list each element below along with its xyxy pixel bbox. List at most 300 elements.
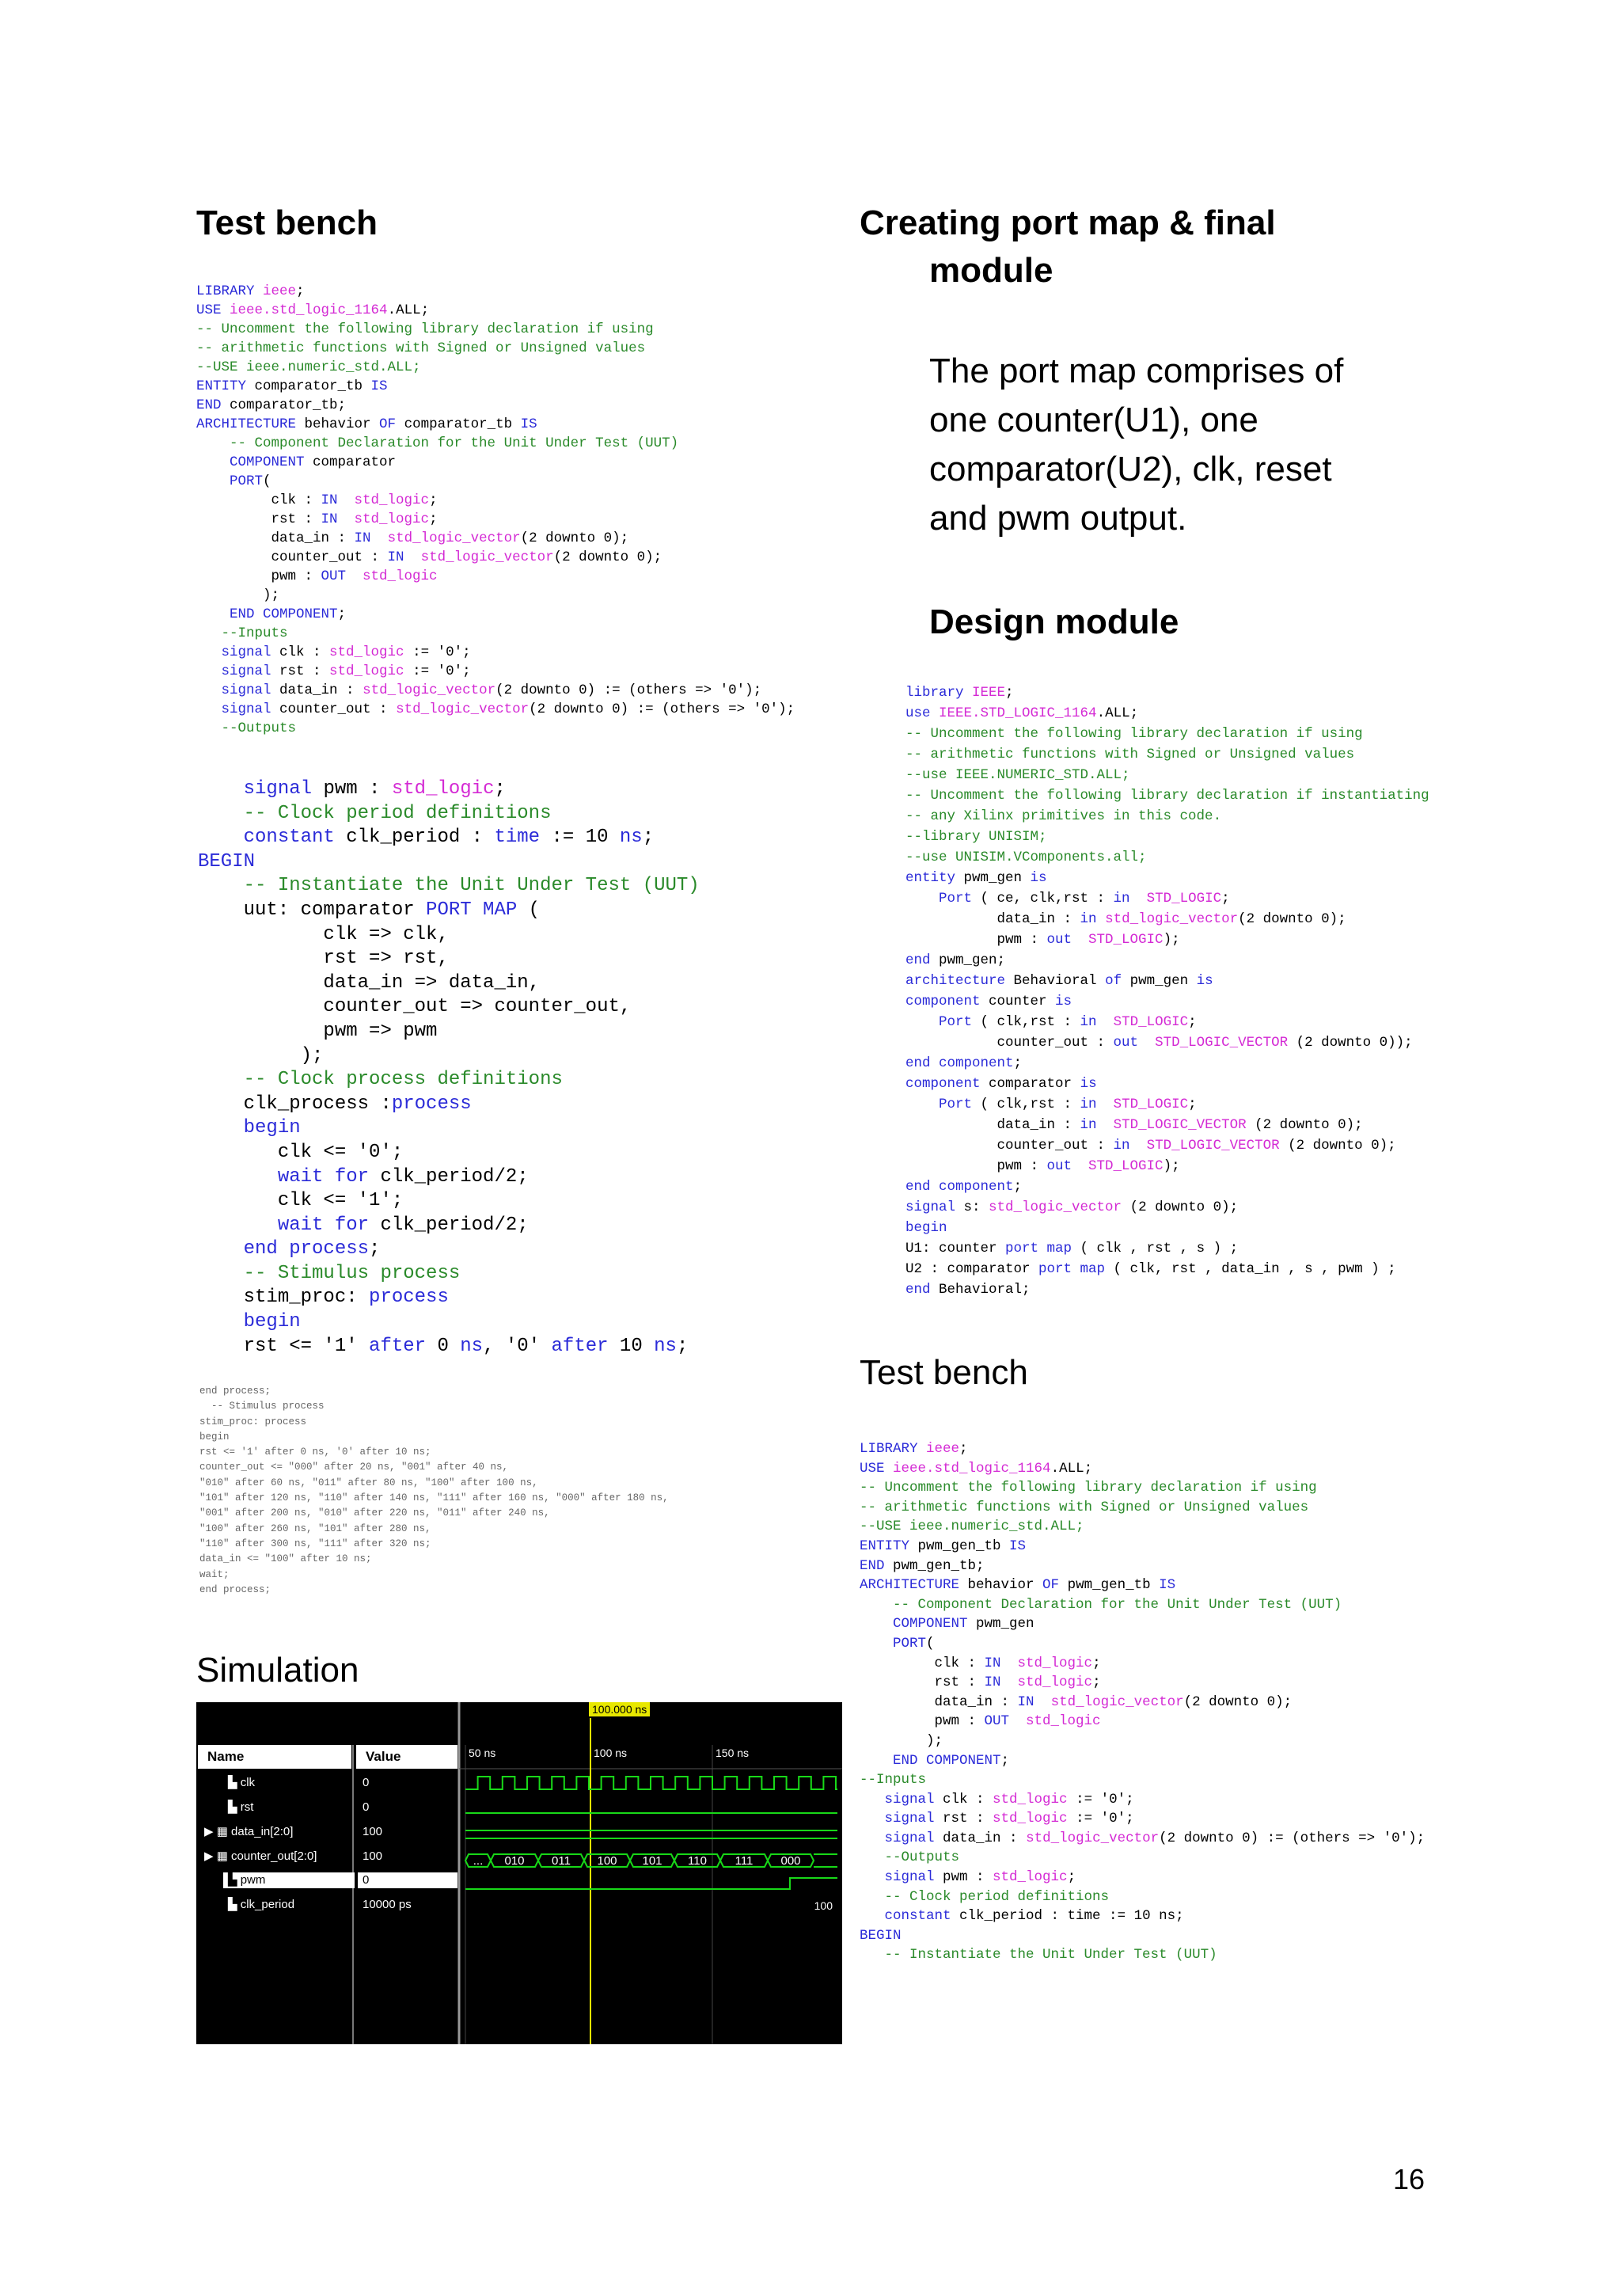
code-token: ns — [460, 1335, 484, 1357]
code-token: -- Instantiate the Unit Under Test (UUT) — [860, 1947, 1217, 1963]
simulation-heading: Simulation — [196, 1651, 359, 1690]
signal-value-clk: 0 — [363, 1776, 370, 1789]
signal-name-clk-period[interactable]: ▙ clk_period — [228, 1898, 295, 1911]
code-token: wait for — [198, 1165, 381, 1188]
code-line — [198, 1214, 700, 1238]
signal-name-data-in[interactable]: ▶ ▦ data_in[2:0] — [204, 1825, 294, 1838]
code-token: IN — [354, 530, 388, 546]
code-token: pwm_gen_tb — [917, 1538, 1010, 1554]
signal-value-pwm: 0 — [358, 1872, 457, 1888]
signal-name-clk[interactable]: ▙ clk — [228, 1776, 256, 1789]
code-line — [196, 510, 795, 529]
code-line — [860, 1557, 1425, 1576]
code-token: ; — [959, 1441, 968, 1457]
code-token: -- Uncomment the following library declaration if instantiating — [905, 788, 1429, 804]
code-token: comparator — [313, 454, 397, 470]
code-token: rst : — [279, 663, 330, 679]
counter-out-label: 101 — [642, 1854, 662, 1868]
code-line — [196, 548, 795, 567]
code-token: out — [1046, 1158, 1089, 1174]
code-token: process — [391, 1093, 472, 1115]
portmap-description — [929, 347, 1343, 543]
code-token: ); — [860, 1732, 943, 1749]
time-tick: 100 ns — [594, 1747, 628, 1759]
code-token: ; — [1092, 1655, 1101, 1671]
code-line — [198, 923, 700, 948]
code-token: ieee.std_logic_1164 — [893, 1460, 1051, 1477]
code-token: IN — [321, 492, 355, 508]
code-token: std_logic — [993, 1791, 1068, 1808]
counter-out-label: 000 — [780, 1854, 801, 1868]
code-token: --use IEEE.NUMERIC_STD.ALL; — [905, 767, 1130, 783]
code-line: end process; — [199, 1386, 271, 1397]
code-token: Port — [905, 1097, 981, 1112]
code-line — [860, 1926, 1425, 1946]
counter-out-label: 010 — [504, 1854, 525, 1868]
code-token: -- Clock period definitions — [198, 802, 552, 824]
testbench-heading: Test bench — [196, 203, 378, 242]
code-line — [860, 1478, 1425, 1498]
code-token: --Inputs — [196, 625, 288, 641]
code-line — [196, 624, 795, 643]
code-line — [198, 1093, 700, 1117]
code-line — [905, 1115, 1429, 1135]
code-token: is — [1196, 973, 1213, 989]
code-token: ; — [1092, 1674, 1101, 1691]
code-token: in — [1113, 1138, 1147, 1154]
code-token: pwm_gen — [976, 1616, 1034, 1633]
code-token: pwm => pwm — [198, 1020, 438, 1042]
code-token: (2 downto 0) := (others => '0'); — [529, 701, 795, 717]
code-token: std_logic — [993, 1869, 1068, 1886]
code-line — [196, 567, 795, 586]
code-line — [860, 1537, 1425, 1557]
code-token: -- arithmetic functions with Signed or Unsigned values — [905, 747, 1355, 762]
code-token: ieee — [926, 1441, 960, 1457]
code-token: ( — [926, 1635, 935, 1652]
code-token: port map — [1005, 1241, 1072, 1256]
code-token: (2 downto 0); — [553, 549, 662, 565]
code-token: --Inputs — [860, 1772, 927, 1789]
counter-out-label: 110 — [688, 1854, 707, 1868]
pwm-waveform — [465, 1878, 837, 1889]
code-token: ; — [369, 1238, 381, 1260]
code-token: std_logic_vector — [1105, 911, 1239, 927]
code-token: -- Uncomment the following library declaration if using — [905, 726, 1363, 742]
code-line — [905, 1279, 1429, 1300]
code-line — [860, 1751, 1425, 1771]
code-line — [198, 1020, 700, 1044]
code-token: (2 downto 0) := (others => '0'); — [1159, 1830, 1425, 1846]
code-token: pwm : — [905, 1158, 1047, 1174]
testbench-code-block-1 — [196, 282, 795, 738]
code-token: std_logic — [329, 663, 404, 679]
code-line — [905, 909, 1429, 929]
code-token: -- arithmetic functions with Signed or Unsigned values — [196, 340, 646, 356]
code-token: ( clk,rst : — [980, 1097, 1080, 1112]
code-line — [196, 700, 795, 719]
code-token: std_logic_vector — [387, 530, 521, 546]
design-module-heading: Design module — [929, 603, 1179, 641]
code-token: data_in : — [860, 1693, 1018, 1710]
code-token: signal — [196, 663, 280, 679]
code-line — [196, 282, 795, 301]
code-token: BEGIN — [198, 850, 256, 872]
code-token: PORT — [860, 1635, 927, 1652]
code-line — [905, 1238, 1429, 1259]
code-token: comparator_tb — [254, 378, 371, 394]
code-token: begin — [905, 1220, 947, 1236]
code-line: wait; — [199, 1568, 230, 1580]
code-token: clk : — [279, 644, 330, 660]
code-token: comparator_tb; — [230, 397, 347, 413]
code-line — [198, 1335, 700, 1359]
code-line — [905, 1218, 1429, 1238]
code-token: -- Instantiate the Unit Under Test (UUT) — [198, 875, 700, 897]
code-line: "100" after 260 ns, "101" after 280 ns, — [199, 1522, 431, 1534]
code-token: -- Uncomment the following library declaration if using — [196, 321, 654, 337]
code-token: IN — [984, 1674, 1018, 1691]
code-token: signal — [860, 1830, 943, 1846]
code-line — [196, 320, 795, 339]
code-token: signal — [196, 644, 280, 660]
code-token: begin — [198, 1311, 301, 1333]
code-line — [860, 1654, 1425, 1674]
code-token: ( clk , rst , s ) ; — [1072, 1241, 1239, 1256]
code-line — [196, 396, 795, 415]
code-line — [196, 472, 795, 491]
code-token: ); — [196, 587, 280, 603]
code-line — [905, 888, 1429, 909]
code-line — [196, 453, 795, 472]
code-token: -- Component Declaration for the Unit Under Test (UUT) — [196, 435, 679, 451]
portmap-heading — [860, 200, 1276, 295]
code-token: .ALL; — [387, 302, 430, 318]
code-line — [905, 868, 1429, 888]
code-token: clk <= '0'; — [198, 1141, 404, 1163]
code-token: in — [1080, 911, 1106, 927]
code-token: ; — [1005, 685, 1014, 701]
code-token: ARCHITECTURE — [860, 1577, 968, 1594]
code-token: Behavioral — [1013, 973, 1106, 989]
code-line — [860, 1770, 1425, 1790]
code-token: ; — [429, 492, 438, 508]
code-line — [860, 1673, 1425, 1693]
code-token: counter_out : — [905, 1035, 1114, 1051]
code-token: --USE ieee.numeric_std.ALL; — [196, 359, 421, 375]
code-line — [198, 899, 700, 923]
counter-out-label: 011 — [552, 1854, 571, 1868]
code-token: ; — [1067, 1869, 1076, 1886]
code-token: := '0'; — [404, 663, 471, 679]
time-tick: 50 ns — [469, 1747, 496, 1759]
code-token: signal — [860, 1811, 943, 1827]
code-line — [198, 777, 700, 802]
code-token: std_logic — [1026, 1713, 1101, 1730]
code-token: (2 downto 0) := (others => '0'); — [495, 682, 762, 698]
code-token: IS — [370, 378, 388, 394]
signal-value-counter-out: 100 — [363, 1849, 383, 1863]
signal-name-counter-out[interactable]: ▶ ▦ counter_out[2:0] — [204, 1849, 317, 1863]
code-line — [198, 1237, 700, 1262]
code-token: std_logic — [354, 492, 430, 508]
code-token: ; — [1188, 1097, 1197, 1112]
code-token: LIBRARY — [860, 1441, 927, 1457]
code-token: end component — [905, 1179, 1014, 1195]
code-token: IEEE.STD_LOGIC_1164 — [939, 705, 1097, 721]
code-token: ENTITY — [860, 1538, 918, 1554]
code-token: ; — [1221, 891, 1230, 907]
code-line — [198, 1044, 700, 1069]
code-token: := '0'; — [1067, 1811, 1134, 1827]
code-token: STD_LOGIC — [1113, 1097, 1189, 1112]
code-token: STD_LOGIC_VECTOR — [1113, 1117, 1247, 1133]
code-token: (2 downto 0); — [1183, 1693, 1293, 1710]
code-token: std_logic_vector — [989, 1199, 1122, 1215]
code-token: rst <= '1' — [198, 1335, 370, 1357]
code-token: behavior — [967, 1577, 1043, 1594]
code-token: in — [1113, 891, 1147, 907]
code-token: STD_LOGIC_VECTOR — [1155, 1035, 1289, 1051]
code-token: std_logic_vector — [420, 549, 554, 565]
code-line — [196, 434, 795, 453]
portmap-heading-line1: Creating port map & final — [860, 203, 1276, 242]
code-line: rst <= '1' after 0 ns, '0' after 10 ns; — [199, 1446, 431, 1458]
code-line: counter_out <= "000" after 20 ns, "001" after 40 ns, — [199, 1462, 509, 1473]
code-token: ); — [1163, 932, 1180, 948]
code-token: IS — [1159, 1577, 1176, 1594]
name-panel — [196, 1745, 353, 2044]
code-token: ); — [1163, 1158, 1180, 1174]
code-token: COMPONENT — [860, 1616, 977, 1633]
code-token: std_logic — [993, 1811, 1068, 1827]
code-token: clk <= '1'; — [198, 1190, 404, 1212]
code-line — [860, 1809, 1425, 1829]
signal-name-pwm[interactable]: ▙ pwm — [223, 1872, 355, 1888]
code-token: -- arithmetic functions with Signed or Unsigned values — [860, 1499, 1309, 1515]
code-token: clk_period/2; — [380, 1165, 529, 1188]
code-token: signal — [860, 1869, 943, 1886]
code-line — [198, 1189, 700, 1214]
code-token: clk_period : — [346, 827, 495, 849]
code-line — [198, 850, 700, 875]
signal-value-data-in: 100 — [363, 1825, 383, 1838]
code-token: library — [905, 685, 973, 701]
code-token: comparator_tb — [404, 416, 521, 432]
code-line — [860, 1459, 1425, 1479]
code-token: behavior — [304, 416, 380, 432]
code-token: U2 : comparator — [905, 1261, 1039, 1277]
code-token: ; — [1013, 1055, 1023, 1071]
code-token: OUT — [321, 568, 363, 584]
portmap-line: The port map comprises of — [929, 352, 1344, 390]
code-token: COMPONENT — [196, 454, 313, 470]
code-token: pwm_gen; — [939, 952, 1006, 968]
code-token: time — [494, 827, 541, 849]
code-token: (2 downto 0); — [1238, 911, 1346, 927]
code-token: (2 downto 0); — [1122, 1199, 1239, 1215]
code-token: constant — [198, 827, 347, 849]
code-token: std_logic — [363, 568, 438, 584]
code-line — [860, 1790, 1425, 1810]
code-token: STD_LOGIC — [1088, 932, 1164, 948]
code-token: -- Uncomment the following library declaration if using — [860, 1480, 1317, 1496]
code-token: ; — [494, 778, 506, 800]
code-token: IS — [1009, 1538, 1027, 1554]
code-token: Port — [905, 891, 981, 907]
code-token: ; — [642, 827, 655, 849]
code-token: -- Clock period definitions — [860, 1888, 1110, 1905]
code-line — [198, 802, 700, 827]
code-line — [860, 1848, 1425, 1868]
code-line — [196, 719, 795, 738]
code-token: std_logic_vector — [1050, 1693, 1184, 1710]
code-line — [196, 681, 795, 700]
code-token: := '0'; — [404, 644, 471, 660]
portmap-heading-line2: module — [929, 251, 1053, 290]
page-number: 16 — [1393, 2163, 1425, 2195]
code-token: END COMPONENT — [860, 1752, 1001, 1769]
code-token: 10 — [608, 1335, 655, 1357]
code-line: data_in <= "100" after 10 ns; — [199, 1553, 372, 1565]
code-token: := 10 — [540, 827, 620, 849]
code-token: signal — [905, 1199, 964, 1215]
code-token: (2 downto 0); — [520, 530, 629, 546]
code-token: std_logic — [1017, 1655, 1093, 1671]
testbench-code-block-2 — [198, 777, 700, 1359]
code-token: end — [905, 952, 940, 968]
code-token: ); — [198, 1044, 324, 1066]
code-line — [198, 874, 700, 899]
code-token: counter — [989, 994, 1056, 1009]
code-token: std_logic_vector — [363, 682, 496, 698]
code-line — [905, 1259, 1429, 1279]
code-line — [905, 765, 1429, 785]
code-token: := '0'; — [1067, 1791, 1134, 1808]
code-token: of — [1105, 973, 1130, 989]
code-token: STD_LOGIC — [1146, 891, 1222, 907]
code-line — [196, 491, 795, 510]
code-token: -- any Xilinx primitives in this code. — [905, 808, 1222, 824]
code-token: --USE ieee.numeric_std.ALL; — [860, 1519, 1084, 1535]
code-token: ; — [296, 283, 305, 299]
code-token: pwm : — [943, 1869, 993, 1886]
signal-name-rst[interactable]: ▙ rst — [228, 1800, 254, 1814]
code-token: rst : — [860, 1674, 985, 1691]
code-line — [196, 339, 795, 358]
code-token: clk : — [943, 1791, 993, 1808]
code-line — [860, 1829, 1425, 1849]
code-token: data_in : — [943, 1830, 1027, 1846]
code-line: "101" after 120 ns, "110" after 140 ns, "111" after 160 ns, "000" after 180 ns, — [199, 1492, 669, 1504]
code-line — [905, 785, 1429, 806]
code-line — [905, 806, 1429, 827]
code-line — [198, 1262, 700, 1287]
code-token: ENTITY — [196, 378, 255, 394]
code-token: port map — [1038, 1261, 1106, 1277]
code-line — [905, 1177, 1429, 1197]
code-token: pwm_gen_tb; — [893, 1557, 985, 1574]
code-token: std_logic_vector — [1026, 1830, 1160, 1846]
code-token: data_in : — [279, 682, 363, 698]
code-line: stim_proc: process — [199, 1416, 307, 1427]
portmap-line: comparator(U2), clk, reset — [929, 450, 1332, 488]
simulation-waveform — [196, 1702, 842, 2044]
code-token: ; — [1000, 1752, 1010, 1769]
code-token: signal — [196, 701, 280, 717]
code-token: pwm_gen — [1129, 973, 1197, 989]
code-line — [860, 1498, 1425, 1518]
code-token: IS — [520, 416, 537, 432]
code-line — [905, 950, 1429, 971]
code-line — [196, 358, 795, 377]
code-token: ( — [517, 899, 541, 921]
code-line — [198, 995, 700, 1020]
code-token: component — [905, 994, 989, 1009]
code-token: signal — [198, 778, 324, 800]
code-line — [196, 662, 795, 681]
code-token: is — [1055, 994, 1072, 1009]
code-token: (2 downto 0); — [1246, 1117, 1363, 1133]
code-token: data_in : — [905, 911, 1080, 927]
code-token: counter_out : — [905, 1138, 1114, 1154]
code-line — [860, 1614, 1425, 1634]
code-token: end component — [905, 1055, 1014, 1071]
code-token: END COMPONENT — [196, 606, 338, 622]
code-token: is — [1080, 1076, 1097, 1092]
code-line — [905, 682, 1429, 703]
code-token: STD_LOGIC — [1088, 1158, 1164, 1174]
code-token: END — [860, 1557, 894, 1574]
code-token: (2 downto 0)); — [1288, 1035, 1413, 1051]
code-token: signal — [860, 1791, 943, 1808]
code-token: pwm : — [323, 778, 392, 800]
code-token: U1: counter — [905, 1241, 1006, 1256]
code-token: counter_out => counter_out, — [198, 996, 632, 1018]
code-token: ( clk, rst , data_in , s , pwm ) ; — [1105, 1261, 1396, 1277]
code-line — [196, 377, 795, 396]
code-line: "001" after 200 ns, "010" after 220 ns, "011" after 240 ns, — [199, 1507, 550, 1519]
code-token: clk => clk, — [198, 923, 449, 945]
code-token: ieee.std_logic_1164 — [230, 302, 388, 318]
counter-out-label: 100 — [597, 1854, 617, 1868]
code-line — [196, 529, 795, 548]
code-token: STD_LOGIC_VECTOR — [1146, 1138, 1280, 1154]
code-token: ; — [1188, 1014, 1197, 1030]
code-token: clk_period/2; — [380, 1214, 529, 1236]
code-line — [198, 1165, 700, 1190]
cursor-time-label: 100.000 ns — [589, 1702, 650, 1716]
code-line — [198, 971, 700, 996]
code-line — [196, 643, 795, 662]
code-token: entity — [905, 870, 964, 886]
code-line — [860, 1945, 1425, 1965]
code-line: "110" after 300 ns, "111" after 320 ns; — [199, 1538, 431, 1549]
code-line — [905, 929, 1429, 950]
code-token: end process — [198, 1238, 370, 1260]
code-token: OF — [379, 416, 404, 432]
code-line — [905, 991, 1429, 1012]
code-token: process — [369, 1287, 449, 1309]
code-line — [860, 1517, 1425, 1537]
code-token: -- Component Declaration for the Unit Under Test (UUT) — [860, 1596, 1342, 1613]
code-token: in — [1080, 1097, 1114, 1112]
code-token: pwm : — [196, 568, 321, 584]
code-token: ARCHITECTURE — [196, 416, 305, 432]
code-line — [905, 1053, 1429, 1074]
code-token: ( ce, clk,rst : — [980, 891, 1114, 907]
code-token: IN — [1017, 1693, 1051, 1710]
